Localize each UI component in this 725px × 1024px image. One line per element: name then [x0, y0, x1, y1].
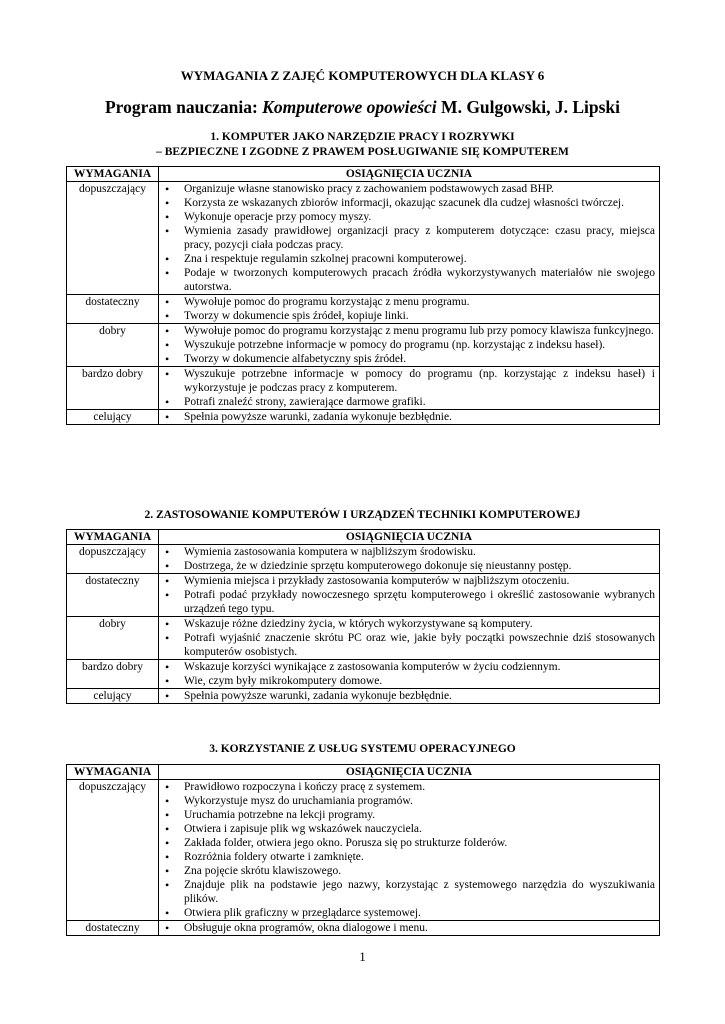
grade-label: celujący [67, 689, 159, 704]
document-subtitle [0, 97, 725, 118]
achievements-cell [159, 689, 660, 704]
achievement-item: • Podaje w tworzonych komputerowych pracach źródła wykorzystywanych materiałów nie swojego autorstwa. [159, 266, 659, 294]
achievement-item: • Wykorzystuje mysz do uruchamiania programów. [159, 794, 659, 808]
achievement-item: • Wskazuje korzyści wynikające z zastosowania komputerów w życiu codziennym. [159, 660, 659, 674]
table-row [67, 574, 660, 617]
achievement-item: • Wyszukuje potrzebne informacje w pomocy do programu (np. korzystając z indeksu haseł). [159, 338, 659, 352]
achievement-list [159, 545, 659, 573]
grade-label: dostateczny [67, 295, 159, 324]
subtitle-prefix: Program nauczania: [104, 97, 263, 117]
table-row [67, 367, 660, 410]
achievement-item: • Tworzy w dokumencie spis źródeł, kopiuje linki. [159, 309, 659, 323]
achievement-item: • Wskazuje różne dziedziny życia, w których wykorzystywane są komputery. [159, 617, 659, 631]
achievement-item: • Wykonuje operacje przy pomocy myszy. [159, 210, 659, 224]
achievement-item: • Potrafi wyjaśnić znaczenie skrótu PC oraz wie, jakie były początki powszechnie dziś stosowanych komputerów osobistych. [159, 631, 659, 659]
grade-label: dobry [67, 324, 159, 367]
table-row [67, 617, 660, 660]
grade-label: dostateczny [67, 574, 159, 617]
section-1-title-line-1: 1. KOMPUTER JAKO NARZĘDZIE PRACY I ROZRYWKI [210, 131, 515, 143]
achievement-list [159, 410, 659, 424]
achievement-item: • Wywołuje pomoc do programu korzystając z menu programu lub przy pomocy klawisza funkcyjnego. [159, 324, 659, 338]
table-row [67, 689, 660, 704]
table-row [67, 660, 660, 689]
column-header-achievements: OSIĄGNIĘCIA UCZNIA [159, 530, 660, 545]
achievements-cell [159, 324, 660, 367]
achievement-list [159, 295, 659, 323]
section-3-heading [0, 742, 725, 757]
column-header-achievements: OSIĄGNIĘCIA UCZNIA [159, 765, 660, 780]
table-row [67, 921, 660, 936]
table-row [67, 410, 660, 425]
achievement-list [159, 921, 659, 935]
achievement-item: • Tworzy w dokumencie alfabetyczny spis źródeł. [159, 352, 659, 366]
achievement-item: • Zna i respektuje regulamin szkolnej pracowni komputerowej. [159, 252, 659, 266]
achievement-item: • Dostrzega, że w dziedzinie sprzętu komputerowego dokonuje się nieustanny postęp. [159, 559, 659, 573]
achievement-item: • Otwiera plik graficzny w przeglądarce systemowej. [159, 906, 659, 920]
achievement-item: • Wymienia zasady prawidłowej organizacji pracy z komputerem dotyczące: czasu pracy, miejsca pracy, pozycji ciała podczas pracy. [159, 224, 659, 252]
grade-label: dopuszczający [67, 545, 159, 574]
achievement-list [159, 689, 659, 703]
table-row [67, 780, 660, 921]
achievement-list [159, 367, 659, 409]
grade-label: bardzo dobry [67, 660, 159, 689]
achievement-item: • Potrafi podać przykłady nowoczesnego sprzętu komputerowego i określić zastosowanie wybranych urządzeń tego typu. [159, 588, 659, 616]
achievement-item: • Organizuje własne stanowisko pracy z zachowaniem podstawowych zasad BHP. [159, 182, 659, 196]
table-row [67, 295, 660, 324]
achievement-item: • Uruchamia potrzebne na lekcji programy. [159, 808, 659, 822]
achievement-item: • Korzysta ze wskazanych zbiorów informacji, okazując szacunek dla cudzej własności twórczej. [159, 196, 659, 210]
achievement-item: • Rozróżnia foldery otwarte i zamknięte. [159, 850, 659, 864]
section-3-table [66, 764, 660, 936]
table-header-row [67, 167, 660, 182]
achievement-item: • Wyszukuje potrzebne informacje w pomocy do programu (np. korzystając z indeksu haseł) i wykorzystuje je podczas pracy z komputerem. [159, 367, 659, 395]
achievements-cell [159, 617, 660, 660]
achievements-cell [159, 182, 660, 295]
achievement-item: • Spełnia powyższe warunki, zadania wykonuje bezbłędnie. [159, 689, 659, 703]
grade-label: dobry [67, 617, 159, 660]
grade-label: celujący [67, 410, 159, 425]
section-1-title-line-2: – BEZPIECZNE I ZGODNE Z PRAWEM POSŁUGIWANIE SIĘ KOMPUTEREM [156, 146, 569, 158]
achievements-cell [159, 921, 660, 936]
achievement-item: • Zna pojęcie skrótu klawiszowego. [159, 864, 659, 878]
grade-label: dostateczny [67, 921, 159, 936]
section-3-title: 3. KORZYSTANIE Z USŁUG SYSTEMU OPERACYJNEGO [209, 743, 516, 755]
achievement-item: • Prawidłowo rozpoczyna i kończy pracę z systemem. [159, 780, 659, 794]
section-2-title: 2. ZASTOSOWANIE KOMPUTERÓW I URZĄDZEŃ TECHNIKI KOMPUTEROWEJ [144, 509, 581, 521]
subtitle-authors: M. Gulgowski, J. Lipski [436, 97, 620, 117]
section-1-table [66, 166, 660, 425]
table-header-row [67, 530, 660, 545]
section-1-heading [0, 130, 725, 160]
achievements-cell [159, 367, 660, 410]
achievement-list [159, 660, 659, 688]
achievement-list [159, 324, 659, 366]
achievement-list [159, 182, 659, 294]
achievement-item: • Wymienia zastosowania komputera w najbliższym środowisku. [159, 545, 659, 559]
achievement-item: • Znajduje plik na podstawie jego nazwy, korzystając z systemowego narzędzia do wyszukiwania plików. [159, 878, 659, 906]
achievement-item: • Potrafi znaleźć strony, zawierające darmowe grafiki. [159, 395, 659, 409]
table-header-row [67, 765, 660, 780]
table-row [67, 324, 660, 367]
achievements-cell [159, 780, 660, 921]
achievements-cell [159, 410, 660, 425]
grade-label: dopuszczający [67, 182, 159, 295]
subtitle-program-name: Komputerowe opowieści [262, 97, 437, 117]
achievement-item: • Wie, czym były mikrokomputery domowe. [159, 674, 659, 688]
column-header-grade: WYMAGANIA [67, 530, 159, 545]
achievements-cell [159, 660, 660, 689]
table-row [67, 545, 660, 574]
column-header-grade: WYMAGANIA [67, 167, 159, 182]
grade-label: bardzo dobry [67, 367, 159, 410]
page-number: 1 [359, 949, 366, 964]
achievement-item: • Wymienia miejsca i przykłady zastosowania komputerów w najbliższym otoczeniu. [159, 574, 659, 588]
grade-label: dopuszczający [67, 780, 159, 921]
section-2-heading [0, 508, 725, 523]
achievement-list [159, 617, 659, 659]
achievement-item: • Wywołuje pomoc do programu korzystając z menu programu. [159, 295, 659, 309]
achievement-item: • Spełnia powyższe warunki, zadania wykonuje bezbłędnie. [159, 410, 659, 424]
achievements-cell [159, 574, 660, 617]
achievements-cell [159, 545, 660, 574]
table-row [67, 182, 660, 295]
section-2-table [66, 529, 660, 704]
achievement-item: • Obsługuje okna programów, okna dialogowe i menu. [159, 921, 659, 935]
achievement-list [159, 780, 659, 920]
achievement-list [159, 574, 659, 616]
column-header-achievements: OSIĄGNIĘCIA UCZNIA [159, 167, 660, 182]
achievements-cell [159, 295, 660, 324]
document-title: WYMAGANIA Z ZAJĘĆ KOMPUTEROWYCH DLA KLASY 6 [180, 68, 545, 83]
column-header-grade: WYMAGANIA [67, 765, 159, 780]
achievement-item: • Zakłada folder, otwiera jego okno. Porusza się po strukturze folderów. [159, 836, 659, 850]
achievement-item: • Otwiera i zapisuje plik wg wskazówek nauczyciela. [159, 822, 659, 836]
